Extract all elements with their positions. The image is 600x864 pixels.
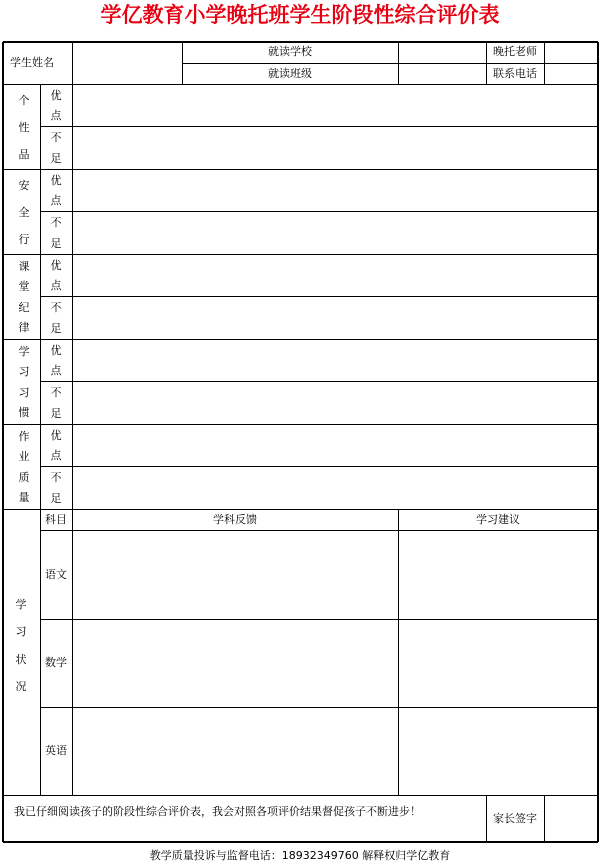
subject-header: 科目 [45,513,67,526]
student-name-field[interactable] [73,43,182,84]
good-label-2: 优 点 [50,174,62,207]
bad-field-2[interactable] [73,212,598,254]
teacher-label: 晚托老师 [493,45,537,58]
bad-field-4[interactable] [73,382,598,424]
phone-label: 联系电话 [493,67,537,80]
good-label-4: 优 点 [50,344,62,377]
study-header-line [40,530,72,531]
study-bottom-line [3,795,598,796]
section-label-4: 学 习 习 惯 [18,345,30,419]
bad-label-2: 不 足 [50,216,62,250]
study-label: 学 习 状 况 [15,597,27,694]
footer-note: 教学质量投诉与监督电话：18932349760 解释权归学亿教育 [149,849,451,862]
signature-label: 家长签字 [493,812,537,825]
section-label-3: 课 堂 纪 律 [18,260,30,334]
school-field[interactable] [399,43,486,63]
advice-field-3[interactable] [399,708,598,795]
section-label-5: 作 业 质 量 [18,430,30,504]
teacher-field[interactable] [545,43,598,63]
good-label-1: 优 点 [50,89,62,122]
good-label-5: 优 点 [50,429,62,462]
good-field-2[interactable] [73,170,598,211]
section-vline-1 [40,84,41,795]
advice-field-1[interactable] [399,531,598,619]
section-label-1: 个 性 品 [18,93,30,161]
advice-field-2[interactable] [399,620,598,707]
student-name-label: 学生姓名 [10,56,54,69]
feedback-header: 学科反馈 [213,513,257,526]
good-field-1[interactable] [73,85,598,126]
signature-field[interactable] [545,796,598,842]
table-border-bottom [3,841,598,843]
parent-statement: 我已仔细阅读孩子的阶段性综合评价表，我会对照各项评价结果督促孩子不断进步！ [14,805,421,818]
section-bottom-line [3,509,598,510]
school-label: 就读学校 [268,45,312,58]
bad-field-5[interactable] [73,467,598,509]
bad-label-5: 不 足 [50,471,62,505]
advice-header: 学习建议 [476,513,520,526]
table-border-left [2,42,4,842]
header-mid-line [182,63,598,64]
good-field-4[interactable] [73,340,598,381]
section-label-2: 安 全 行 [18,178,30,246]
feedback-field-1[interactable] [73,531,398,619]
feedback-field-3[interactable] [73,708,398,795]
good-field-5[interactable] [73,425,598,466]
bad-label-4: 不 足 [50,386,62,420]
subject-3: 英语 [45,744,67,757]
bad-field-1[interactable] [73,127,598,169]
feedback-field-2[interactable] [73,620,398,707]
bad-label-3: 不 足 [50,301,62,335]
page-title: 学亿教育小学晚托班学生阶段性综合评价表 [100,3,500,27]
phone-field[interactable] [545,64,598,84]
bad-label-1: 不 足 [50,131,62,165]
class-field[interactable] [399,64,486,84]
subject-1: 语文 [45,567,67,581]
good-label-3: 优 点 [50,259,62,292]
bad-field-3[interactable] [73,297,598,339]
class-label: 就读班级 [268,67,312,80]
good-field-3[interactable] [73,255,598,296]
subject-2: 数学 [45,656,67,669]
